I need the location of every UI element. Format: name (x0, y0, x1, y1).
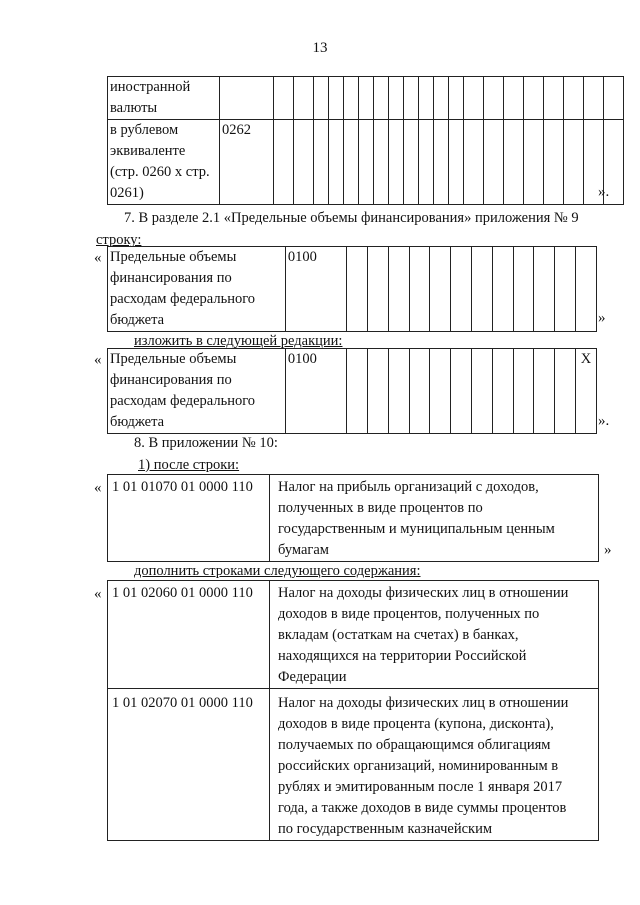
paragraph-7-continued: строку: (96, 232, 142, 248)
label-line: бюджета (110, 414, 165, 430)
desc-line: получаемых по обращающимся облигациям (278, 737, 551, 753)
open-quote: « (94, 352, 102, 368)
table-row (108, 247, 597, 332)
close-quote: » (598, 310, 606, 326)
desc-line: бумагам (278, 542, 329, 558)
restate-text: изложить в следующей редакции: (134, 333, 343, 349)
desc-line: находящихся на территории Российской (278, 648, 527, 664)
table-row (108, 581, 599, 689)
row-label (108, 247, 286, 332)
row-description (270, 475, 599, 562)
label-line: финансирования по (110, 270, 232, 286)
open-quote: « (94, 250, 102, 266)
table-funding-new (107, 348, 597, 434)
table-tax-code-new (107, 580, 599, 841)
row-label (108, 349, 286, 434)
label-line: Предельные объемы (110, 249, 237, 265)
table-tax-code-old (107, 474, 599, 562)
page-number: 13 (312, 40, 328, 56)
paragraph-8-item-1: 1) после строки: (138, 457, 240, 473)
label-line: (стр. 0260 х стр. (110, 164, 210, 180)
desc-line: года, а также доходов в виде суммы процентов (278, 800, 567, 816)
desc-line: Федерации (278, 669, 347, 685)
open-quote: « (94, 586, 102, 602)
table-funding-old (107, 246, 597, 332)
code-cell (220, 77, 274, 120)
label-line: валюты (110, 100, 158, 116)
label-line: эквиваленте (110, 143, 186, 159)
close-quote: ». (598, 413, 610, 429)
desc-line: полученных в виде процентов по (278, 500, 483, 516)
paragraph-7: 7. В разделе 2.1 «Предельные объемы финансирования» приложения № 9 (124, 210, 579, 226)
row-code: 0100 (285, 349, 346, 434)
table-currency (107, 76, 624, 205)
desc-line: Налог на доходы физических лиц в отношении (278, 695, 569, 711)
table-row (108, 77, 624, 120)
row-label (108, 77, 220, 120)
row-code: 1 01 01070 01 0000 110 (108, 475, 270, 562)
desc-line: доходов в виде процента (купона, дисконта), (278, 716, 554, 732)
row-code: 0262 (220, 120, 274, 205)
table-row (108, 120, 624, 205)
label-line: финансирования по (110, 372, 232, 388)
row-label (108, 120, 220, 205)
row-description (270, 581, 599, 689)
table-row (108, 689, 599, 841)
row-code: 1 01 02060 01 0000 110 (108, 581, 270, 689)
close-quote: » (604, 542, 612, 558)
desc-line: государственным и муниципальным ценным (278, 521, 555, 537)
desc-line: рублях и эмитированным после 1 января 2017 (278, 779, 563, 795)
label-line: 0261) (110, 185, 144, 201)
row-description (270, 689, 599, 841)
desc-line: российских организаций, номинированным в (278, 758, 559, 774)
paragraph-8: 8. В приложении № 10: (134, 435, 278, 451)
desc-line: вкладам (остаткам на счетах) в банках, (278, 627, 519, 643)
open-quote: « (94, 480, 102, 496)
x-mark: Х (576, 349, 597, 434)
close-quote: ». (598, 184, 610, 200)
label-line: Предельные объемы (110, 351, 237, 367)
label-line: бюджета (110, 312, 165, 328)
row-code: 0100 (285, 247, 346, 332)
label-line: расходам федерального (110, 393, 256, 409)
table-row (108, 349, 597, 434)
desc-line: по государственным казначейским (278, 821, 493, 837)
desc-line: доходов в виде процентов, полученных по (278, 606, 540, 622)
label-line: расходам федерального (110, 291, 256, 307)
label-line: в рублевом (110, 122, 179, 138)
row-code: 1 01 02070 01 0000 110 (108, 689, 270, 841)
desc-line: Налог на прибыль организаций с доходов, (278, 479, 539, 495)
label-line: иностранной (110, 79, 191, 95)
desc-line: Налог на доходы физических лиц в отношении (278, 585, 569, 601)
table-row (108, 475, 599, 562)
supplement-text: дополнить строками следующего содержания: (134, 563, 421, 579)
